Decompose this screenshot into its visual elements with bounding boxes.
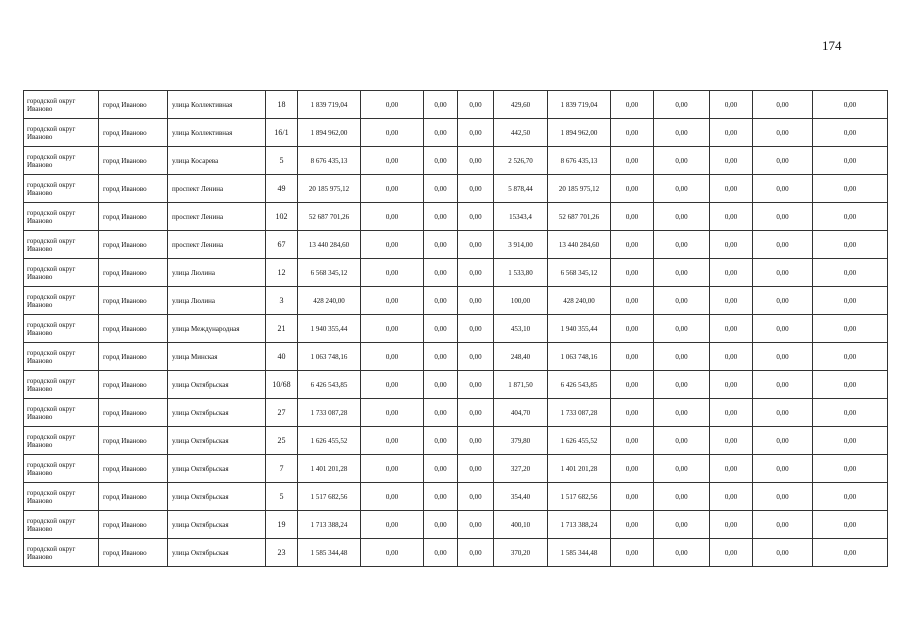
- cell-total-cost: 1 733 087,28: [298, 399, 361, 427]
- cell-cost-col-13: 0,00: [710, 203, 753, 231]
- cell-area: 1 871,50: [494, 371, 548, 399]
- cell-local-budget: 0,00: [458, 231, 494, 259]
- cell-cost-col-14: 0,00: [753, 343, 813, 371]
- cell-municipality: городской округ Иваново: [24, 483, 99, 511]
- cell-street: проспект Ленина: [168, 231, 266, 259]
- cell-settlement: город Иваново: [99, 427, 168, 455]
- cell-subject-budget: 0,00: [424, 259, 458, 287]
- cell-street: улица Октябрьская: [168, 483, 266, 511]
- cell-cost-col-13: 0,00: [710, 399, 753, 427]
- cell-municipality: городской округ Иваново: [24, 147, 99, 175]
- cell-cost-col-14: 0,00: [753, 119, 813, 147]
- cell-cost-col-11: 0,00: [611, 427, 654, 455]
- cell-local-budget: 0,00: [458, 371, 494, 399]
- cell-total-cost: 6 426 543,85: [298, 371, 361, 399]
- cell-fund-share: 0,00: [361, 231, 424, 259]
- cell-cost-col-13: 0,00: [710, 427, 753, 455]
- cell-cost-col-15: 0,00: [813, 119, 888, 147]
- cell-owners-funds: 1 839 719,04: [548, 91, 611, 119]
- cell-cost-col-11: 0,00: [611, 147, 654, 175]
- cell-cost-col-11: 0,00: [611, 315, 654, 343]
- cell-fund-share: 0,00: [361, 511, 424, 539]
- cell-house-number: 5: [266, 147, 298, 175]
- cell-cost-col-11: 0,00: [611, 455, 654, 483]
- cell-cost-col-14: 0,00: [753, 203, 813, 231]
- cell-cost-col-13: 0,00: [710, 259, 753, 287]
- cell-cost-col-11: 0,00: [611, 203, 654, 231]
- cell-cost-col-14: 0,00: [753, 511, 813, 539]
- cell-settlement: город Иваново: [99, 231, 168, 259]
- cell-house-number: 27: [266, 399, 298, 427]
- cell-fund-share: 0,00: [361, 175, 424, 203]
- cell-local-budget: 0,00: [458, 483, 494, 511]
- cell-house-number: 3: [266, 287, 298, 315]
- cell-area: 404,70: [494, 399, 548, 427]
- cell-settlement: город Иваново: [99, 91, 168, 119]
- cell-cost-col-15: 0,00: [813, 399, 888, 427]
- cell-cost-col-13: 0,00: [710, 91, 753, 119]
- cell-cost-col-12: 0,00: [654, 511, 710, 539]
- cell-settlement: город Иваново: [99, 175, 168, 203]
- cell-area: 15343,4: [494, 203, 548, 231]
- cell-house-number: 19: [266, 511, 298, 539]
- table-row: [24, 231, 888, 259]
- cell-owners-funds: 1 733 087,28: [548, 399, 611, 427]
- cell-area: 354,40: [494, 483, 548, 511]
- cell-street: улица Минская: [168, 343, 266, 371]
- table-row: [24, 483, 888, 511]
- cell-street: улица Октябрьская: [168, 399, 266, 427]
- cell-cost-col-14: 0,00: [753, 399, 813, 427]
- cell-owners-funds: 1 517 682,56: [548, 483, 611, 511]
- cell-settlement: город Иваново: [99, 147, 168, 175]
- cell-local-budget: 0,00: [458, 343, 494, 371]
- cell-settlement: город Иваново: [99, 119, 168, 147]
- cell-cost-col-15: 0,00: [813, 231, 888, 259]
- cell-local-budget: 0,00: [458, 427, 494, 455]
- cell-fund-share: 0,00: [361, 259, 424, 287]
- cell-subject-budget: 0,00: [424, 427, 458, 455]
- cell-cost-col-14: 0,00: [753, 259, 813, 287]
- cell-cost-col-15: 0,00: [813, 455, 888, 483]
- table-row: [24, 371, 888, 399]
- table-row: [24, 259, 888, 287]
- cell-cost-col-11: 0,00: [611, 511, 654, 539]
- cell-owners-funds: 20 185 975,12: [548, 175, 611, 203]
- cell-total-cost: 1 940 355,44: [298, 315, 361, 343]
- cell-cost-col-15: 0,00: [813, 91, 888, 119]
- cell-settlement: город Иваново: [99, 203, 168, 231]
- table-row: [24, 175, 888, 203]
- cell-cost-col-11: 0,00: [611, 539, 654, 567]
- cell-street: улица Октябрьская: [168, 539, 266, 567]
- cell-cost-col-11: 0,00: [611, 287, 654, 315]
- cell-street: улица Международная: [168, 315, 266, 343]
- cell-street: улица Люлина: [168, 259, 266, 287]
- cell-cost-col-12: 0,00: [654, 119, 710, 147]
- cell-cost-col-11: 0,00: [611, 483, 654, 511]
- table-row: [24, 91, 888, 119]
- cell-subject-budget: 0,00: [424, 315, 458, 343]
- cell-house-number: 67: [266, 231, 298, 259]
- cell-local-budget: 0,00: [458, 175, 494, 203]
- table-row: [24, 287, 888, 315]
- cell-cost-col-13: 0,00: [710, 371, 753, 399]
- cell-total-cost: 52 687 701,26: [298, 203, 361, 231]
- cell-street: улица Октябрьская: [168, 455, 266, 483]
- cell-cost-col-13: 0,00: [710, 343, 753, 371]
- cell-local-budget: 0,00: [458, 119, 494, 147]
- cell-cost-col-15: 0,00: [813, 147, 888, 175]
- cell-cost-col-15: 0,00: [813, 175, 888, 203]
- cell-cost-col-13: 0,00: [710, 175, 753, 203]
- cell-fund-share: 0,00: [361, 343, 424, 371]
- cell-cost-col-12: 0,00: [654, 175, 710, 203]
- cell-area: 400,10: [494, 511, 548, 539]
- cell-cost-col-12: 0,00: [654, 147, 710, 175]
- cell-settlement: город Иваново: [99, 539, 168, 567]
- cell-owners-funds: 13 440 284,60: [548, 231, 611, 259]
- cell-total-cost: 6 568 345,12: [298, 259, 361, 287]
- cell-owners-funds: 1 626 455,52: [548, 427, 611, 455]
- cell-street: проспект Ленина: [168, 203, 266, 231]
- cell-owners-funds: 1 713 388,24: [548, 511, 611, 539]
- cell-fund-share: 0,00: [361, 399, 424, 427]
- cell-cost-col-13: 0,00: [710, 455, 753, 483]
- cell-house-number: 102: [266, 203, 298, 231]
- cell-total-cost: 1 894 962,00: [298, 119, 361, 147]
- cell-cost-col-14: 0,00: [753, 539, 813, 567]
- cell-cost-col-12: 0,00: [654, 315, 710, 343]
- cell-cost-col-15: 0,00: [813, 539, 888, 567]
- cell-cost-col-15: 0,00: [813, 483, 888, 511]
- cell-subject-budget: 0,00: [424, 119, 458, 147]
- cell-cost-col-14: 0,00: [753, 315, 813, 343]
- cell-local-budget: 0,00: [458, 203, 494, 231]
- cell-subject-budget: 0,00: [424, 343, 458, 371]
- cell-cost-col-12: 0,00: [654, 203, 710, 231]
- cell-fund-share: 0,00: [361, 539, 424, 567]
- cell-area: 100,00: [494, 287, 548, 315]
- cell-cost-col-14: 0,00: [753, 483, 813, 511]
- cell-municipality: городской округ Иваново: [24, 287, 99, 315]
- housing-registry-table: [23, 90, 888, 567]
- cell-cost-col-15: 0,00: [813, 259, 888, 287]
- cell-subject-budget: 0,00: [424, 287, 458, 315]
- cell-house-number: 7: [266, 455, 298, 483]
- registry-body: [24, 91, 888, 567]
- cell-settlement: город Иваново: [99, 287, 168, 315]
- cell-local-budget: 0,00: [458, 511, 494, 539]
- cell-total-cost: 1 517 682,56: [298, 483, 361, 511]
- cell-owners-funds: 1 585 344,48: [548, 539, 611, 567]
- cell-cost-col-12: 0,00: [654, 539, 710, 567]
- cell-settlement: город Иваново: [99, 343, 168, 371]
- cell-cost-col-11: 0,00: [611, 231, 654, 259]
- cell-cost-col-14: 0,00: [753, 371, 813, 399]
- table-row: [24, 539, 888, 567]
- cell-subject-budget: 0,00: [424, 511, 458, 539]
- cell-total-cost: 1 063 748,16: [298, 343, 361, 371]
- cell-owners-funds: 1 063 748,16: [548, 343, 611, 371]
- cell-municipality: городской округ Иваново: [24, 203, 99, 231]
- cell-local-budget: 0,00: [458, 147, 494, 175]
- cell-cost-col-11: 0,00: [611, 175, 654, 203]
- cell-cost-col-12: 0,00: [654, 231, 710, 259]
- cell-house-number: 40: [266, 343, 298, 371]
- cell-subject-budget: 0,00: [424, 539, 458, 567]
- cell-cost-col-11: 0,00: [611, 371, 654, 399]
- cell-house-number: 18: [266, 91, 298, 119]
- cell-street: улица Коллективная: [168, 91, 266, 119]
- table-row: [24, 511, 888, 539]
- cell-area: 327,20: [494, 455, 548, 483]
- cell-settlement: город Иваново: [99, 455, 168, 483]
- cell-cost-col-13: 0,00: [710, 231, 753, 259]
- cell-street: улица Люлина: [168, 287, 266, 315]
- cell-municipality: городской округ Иваново: [24, 399, 99, 427]
- cell-fund-share: 0,00: [361, 119, 424, 147]
- cell-cost-col-12: 0,00: [654, 343, 710, 371]
- cell-cost-col-14: 0,00: [753, 147, 813, 175]
- table-row: [24, 399, 888, 427]
- cell-cost-col-14: 0,00: [753, 231, 813, 259]
- cell-house-number: 23: [266, 539, 298, 567]
- cell-local-budget: 0,00: [458, 287, 494, 315]
- cell-municipality: городской округ Иваново: [24, 175, 99, 203]
- cell-subject-budget: 0,00: [424, 399, 458, 427]
- cell-municipality: городской округ Иваново: [24, 119, 99, 147]
- table-row: [24, 315, 888, 343]
- cell-area: 370,20: [494, 539, 548, 567]
- cell-cost-col-15: 0,00: [813, 371, 888, 399]
- cell-cost-col-15: 0,00: [813, 315, 888, 343]
- table-row: [24, 203, 888, 231]
- cell-cost-col-13: 0,00: [710, 147, 753, 175]
- cell-cost-col-13: 0,00: [710, 511, 753, 539]
- cell-owners-funds: 8 676 435,13: [548, 147, 611, 175]
- cell-cost-col-11: 0,00: [611, 119, 654, 147]
- cell-area: 1 533,80: [494, 259, 548, 287]
- cell-fund-share: 0,00: [361, 91, 424, 119]
- cell-area: 453,10: [494, 315, 548, 343]
- cell-municipality: городской округ Иваново: [24, 315, 99, 343]
- cell-cost-col-11: 0,00: [611, 399, 654, 427]
- cell-cost-col-12: 0,00: [654, 287, 710, 315]
- cell-house-number: 16/1: [266, 119, 298, 147]
- cell-settlement: город Иваново: [99, 259, 168, 287]
- cell-cost-col-12: 0,00: [654, 259, 710, 287]
- cell-area: 5 878,44: [494, 175, 548, 203]
- cell-cost-col-14: 0,00: [753, 427, 813, 455]
- cell-house-number: 5: [266, 483, 298, 511]
- cell-fund-share: 0,00: [361, 203, 424, 231]
- cell-fund-share: 0,00: [361, 147, 424, 175]
- cell-municipality: городской округ Иваново: [24, 343, 99, 371]
- cell-fund-share: 0,00: [361, 287, 424, 315]
- cell-subject-budget: 0,00: [424, 455, 458, 483]
- table-row: [24, 343, 888, 371]
- cell-owners-funds: 6 568 345,12: [548, 259, 611, 287]
- cell-cost-col-13: 0,00: [710, 287, 753, 315]
- cell-owners-funds: 1 940 355,44: [548, 315, 611, 343]
- cell-area: 248,40: [494, 343, 548, 371]
- cell-local-budget: 0,00: [458, 259, 494, 287]
- cell-fund-share: 0,00: [361, 315, 424, 343]
- cell-total-cost: 1 626 455,52: [298, 427, 361, 455]
- cell-subject-budget: 0,00: [424, 175, 458, 203]
- cell-cost-col-15: 0,00: [813, 287, 888, 315]
- cell-cost-col-12: 0,00: [654, 427, 710, 455]
- cell-area: 429,60: [494, 91, 548, 119]
- cell-total-cost: 13 440 284,60: [298, 231, 361, 259]
- cell-cost-col-11: 0,00: [611, 259, 654, 287]
- cell-street: улица Октябрьская: [168, 511, 266, 539]
- cell-area: 2 526,70: [494, 147, 548, 175]
- cell-cost-col-12: 0,00: [654, 483, 710, 511]
- cell-owners-funds: 1 894 962,00: [548, 119, 611, 147]
- cell-cost-col-12: 0,00: [654, 371, 710, 399]
- cell-cost-col-15: 0,00: [813, 343, 888, 371]
- cell-house-number: 21: [266, 315, 298, 343]
- cell-municipality: городской округ Иваново: [24, 427, 99, 455]
- cell-cost-col-15: 0,00: [813, 511, 888, 539]
- cell-house-number: 49: [266, 175, 298, 203]
- table-row: [24, 119, 888, 147]
- cell-area: 379,80: [494, 427, 548, 455]
- cell-cost-col-12: 0,00: [654, 91, 710, 119]
- cell-cost-col-15: 0,00: [813, 203, 888, 231]
- cell-cost-col-14: 0,00: [753, 91, 813, 119]
- cell-street: улица Октябрьская: [168, 371, 266, 399]
- cell-subject-budget: 0,00: [424, 147, 458, 175]
- cell-house-number: 25: [266, 427, 298, 455]
- cell-cost-col-13: 0,00: [710, 483, 753, 511]
- cell-total-cost: 1 713 388,24: [298, 511, 361, 539]
- cell-subject-budget: 0,00: [424, 483, 458, 511]
- cell-total-cost: 20 185 975,12: [298, 175, 361, 203]
- cell-local-budget: 0,00: [458, 455, 494, 483]
- cell-house-number: 10/68: [266, 371, 298, 399]
- cell-subject-budget: 0,00: [424, 371, 458, 399]
- table-row: [24, 427, 888, 455]
- table-row: [24, 147, 888, 175]
- cell-cost-col-14: 0,00: [753, 455, 813, 483]
- cell-fund-share: 0,00: [361, 455, 424, 483]
- cell-settlement: город Иваново: [99, 371, 168, 399]
- cell-owners-funds: 6 426 543,85: [548, 371, 611, 399]
- cell-local-budget: 0,00: [458, 399, 494, 427]
- cell-cost-col-14: 0,00: [753, 175, 813, 203]
- cell-street: улица Косарева: [168, 147, 266, 175]
- cell-fund-share: 0,00: [361, 371, 424, 399]
- page-number: 174: [822, 38, 842, 53]
- cell-cost-col-13: 0,00: [710, 315, 753, 343]
- cell-municipality: городской округ Иваново: [24, 539, 99, 567]
- cell-owners-funds: 428 240,00: [548, 287, 611, 315]
- cell-settlement: город Иваново: [99, 511, 168, 539]
- cell-settlement: город Иваново: [99, 483, 168, 511]
- cell-total-cost: 8 676 435,13: [298, 147, 361, 175]
- cell-cost-col-12: 0,00: [654, 455, 710, 483]
- cell-municipality: городской округ Иваново: [24, 259, 99, 287]
- cell-owners-funds: 52 687 701,26: [548, 203, 611, 231]
- cell-total-cost: 1 585 344,48: [298, 539, 361, 567]
- cell-house-number: 12: [266, 259, 298, 287]
- cell-subject-budget: 0,00: [424, 231, 458, 259]
- cell-cost-col-12: 0,00: [654, 399, 710, 427]
- cell-municipality: городской округ Иваново: [24, 91, 99, 119]
- cell-settlement: город Иваново: [99, 315, 168, 343]
- cell-total-cost: 1 839 719,04: [298, 91, 361, 119]
- cell-local-budget: 0,00: [458, 539, 494, 567]
- cell-cost-col-13: 0,00: [710, 539, 753, 567]
- cell-municipality: городской округ Иваново: [24, 455, 99, 483]
- cell-cost-col-15: 0,00: [813, 427, 888, 455]
- cell-subject-budget: 0,00: [424, 203, 458, 231]
- cell-total-cost: 1 401 201,28: [298, 455, 361, 483]
- cell-cost-col-14: 0,00: [753, 287, 813, 315]
- cell-area: 442,50: [494, 119, 548, 147]
- cell-total-cost: 428 240,00: [298, 287, 361, 315]
- cell-settlement: город Иваново: [99, 399, 168, 427]
- cell-cost-col-11: 0,00: [611, 343, 654, 371]
- cell-local-budget: 0,00: [458, 315, 494, 343]
- cell-cost-col-11: 0,00: [611, 91, 654, 119]
- cell-municipality: городской округ Иваново: [24, 371, 99, 399]
- cell-subject-budget: 0,00: [424, 91, 458, 119]
- cell-owners-funds: 1 401 201,28: [548, 455, 611, 483]
- cell-street: улица Коллективная: [168, 119, 266, 147]
- cell-fund-share: 0,00: [361, 483, 424, 511]
- cell-municipality: городской округ Иваново: [24, 511, 99, 539]
- cell-fund-share: 0,00: [361, 427, 424, 455]
- cell-municipality: городской округ Иваново: [24, 231, 99, 259]
- table-row: [24, 455, 888, 483]
- cell-area: 3 914,00: [494, 231, 548, 259]
- cell-street: улица Октябрьская: [168, 427, 266, 455]
- cell-cost-col-13: 0,00: [710, 119, 753, 147]
- cell-street: проспект Ленина: [168, 175, 266, 203]
- cell-local-budget: 0,00: [458, 91, 494, 119]
